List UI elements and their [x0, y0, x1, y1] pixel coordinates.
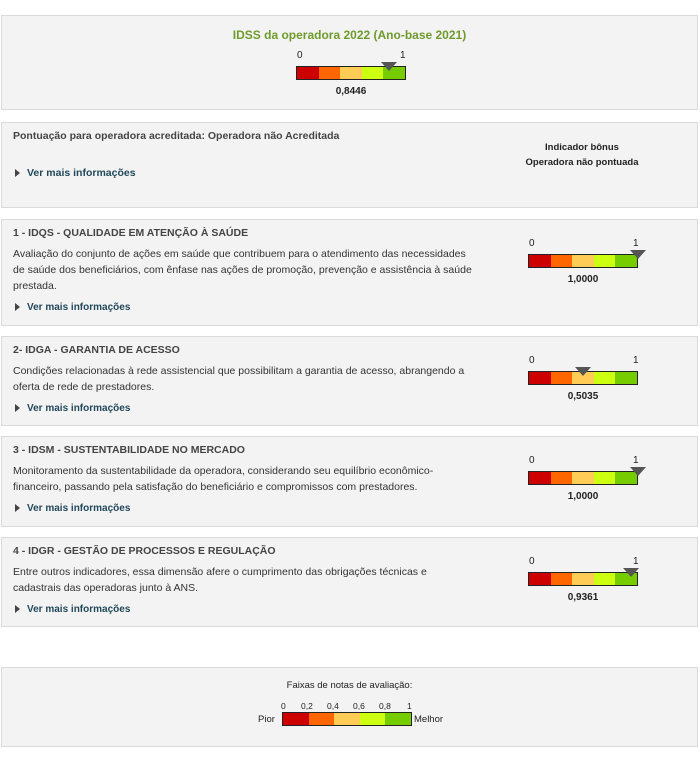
legend-tick-0: 0 [281, 701, 286, 711]
gauge-min-label: 0 [529, 556, 535, 567]
gauge-value: 1,0000 [567, 274, 599, 285]
section-title: 4 - IDGR - GESTÃO DE PROCESSOS E REGULAÇÃO [13, 545, 276, 557]
legend-tick-2: 0,4 [327, 701, 339, 711]
expand-triangle-icon [15, 303, 20, 311]
section-gauge [528, 455, 638, 515]
idss-gauge [296, 50, 406, 110]
band-4 [594, 372, 616, 384]
bonus-value: Operadora não pontuada [525, 157, 639, 168]
band-2 [551, 255, 573, 267]
section-title: 3 - IDSM - SUSTENTABILIDADE NO MERCADO [13, 444, 245, 456]
expand-triangle-icon [15, 504, 20, 512]
more-label: Ver mais informações [27, 403, 131, 414]
legend-worse-label: Pior [258, 714, 275, 725]
band-1 [529, 255, 551, 267]
gauge-min-label: 0 [529, 355, 535, 366]
gauge-value: 0,5035 [567, 391, 599, 402]
section-more-link[interactable] [15, 503, 130, 514]
band-1 [297, 67, 319, 79]
band-3 [334, 713, 360, 725]
band-3 [572, 255, 594, 267]
section-idga [1, 336, 698, 426]
gauge-value: 0,9361 [567, 592, 599, 603]
expand-triangle-icon [15, 605, 20, 613]
gauge-marker [381, 62, 397, 71]
band-2 [319, 67, 341, 79]
band-3 [572, 472, 594, 484]
band-1 [529, 472, 551, 484]
section-description: Monitoramento da sustentabilidade da operadora, considerando seu equilíbrio econômico-financeiro, passando pela satisfação do beneficiário e compromissos com prestadores. [13, 465, 434, 493]
legend-tick-4: 0,8 [379, 701, 391, 711]
section-description: Entre outros indicadores, essa dimensão afere o cumprimento das obrigações técnicas e cadastrais das operadoras junto à ANS. [13, 566, 427, 594]
gauge-max-label: 1 [400, 50, 406, 61]
section-more-link[interactable] [15, 604, 130, 615]
gauge-max-label: 1 [633, 455, 639, 466]
section-more-link[interactable] [15, 403, 130, 414]
section-description: Avaliação do conjunto de ações em saúde que contribuem para o atendimento das necessidades de saúde dos beneficiários, com ênfase nas ações de promoção, prevenção e assistência à saúde prestada. [13, 248, 472, 292]
band-2 [309, 713, 335, 725]
legend-better-label: Melhor [414, 714, 444, 725]
more-label: Ver mais informações [27, 167, 136, 179]
section-idsm [1, 436, 698, 527]
band-5 [385, 713, 411, 725]
accreditation-text: Pontuação para operadora acreditada: Operadora não Acreditada [13, 130, 340, 142]
legend-title: Faixas de notas de avaliação: [286, 680, 413, 691]
gauge-bar [528, 471, 638, 485]
section-title: 2- IDGA - GARANTIA DE ACESSO [13, 344, 180, 356]
idss-summary-panel [1, 15, 698, 110]
more-label: Ver mais informações [27, 503, 131, 514]
gauge-marker [575, 367, 591, 376]
band-3 [340, 67, 362, 79]
section-title: 1 - IDQS - QUALIDADE EM ATENÇÃO À SAÚDE [13, 227, 249, 239]
section-gauge [528, 355, 638, 415]
gauge-marker [630, 250, 646, 259]
accreditation-more-link[interactable] [15, 167, 136, 179]
section-more-link[interactable] [15, 302, 130, 313]
legend-panel [1, 667, 698, 747]
band-5 [615, 372, 637, 384]
gauge-min-label: 0 [529, 455, 535, 466]
expand-triangle-icon [15, 404, 20, 412]
band-4 [360, 713, 386, 725]
band-4 [594, 573, 616, 585]
gauge-max-label: 1 [633, 238, 639, 249]
section-gauge [528, 238, 638, 298]
section-idqs [1, 219, 698, 326]
accreditation-panel [1, 122, 698, 208]
legend-tick-3: 0,6 [353, 701, 365, 711]
section-idgr [1, 537, 698, 627]
band-1 [529, 573, 551, 585]
bonus-indicator [502, 140, 662, 170]
legend-tick-1: 0,2 [301, 701, 313, 711]
band-2 [551, 472, 573, 484]
gauge-bar [528, 572, 638, 586]
band-2 [551, 573, 573, 585]
legend-tick-5: 1 [407, 701, 412, 711]
gauge-max-label: 1 [633, 355, 639, 366]
gauge-min-label: 0 [529, 238, 535, 249]
more-label: Ver mais informações [27, 604, 131, 615]
gauge-marker [623, 568, 639, 577]
band-1 [529, 372, 551, 384]
idss-title: IDSS da operadora 2022 (Ano-base 2021) [232, 28, 467, 42]
band-1 [283, 713, 309, 725]
band-2 [551, 372, 573, 384]
section-description: Condições relacionadas à rede assistencial que possibilitam a garantia de acesso, abrangendo a oferta de rede de prestadores. [13, 365, 465, 393]
bonus-title: Indicador bônus [545, 142, 619, 153]
legend-bar [282, 712, 412, 726]
gauge-max-label: 1 [633, 556, 639, 567]
section-gauge [528, 556, 638, 616]
gauge-min-label: 0 [297, 50, 303, 61]
gauge-marker [630, 467, 646, 476]
band-3 [572, 573, 594, 585]
gauge-bar [528, 254, 638, 268]
more-label: Ver mais informações [27, 302, 131, 313]
gauge-value: 0,8446 [335, 86, 367, 97]
expand-triangle-icon [15, 169, 20, 177]
band-4 [594, 472, 616, 484]
gauge-value: 1,0000 [567, 491, 599, 502]
band-4 [594, 255, 616, 267]
